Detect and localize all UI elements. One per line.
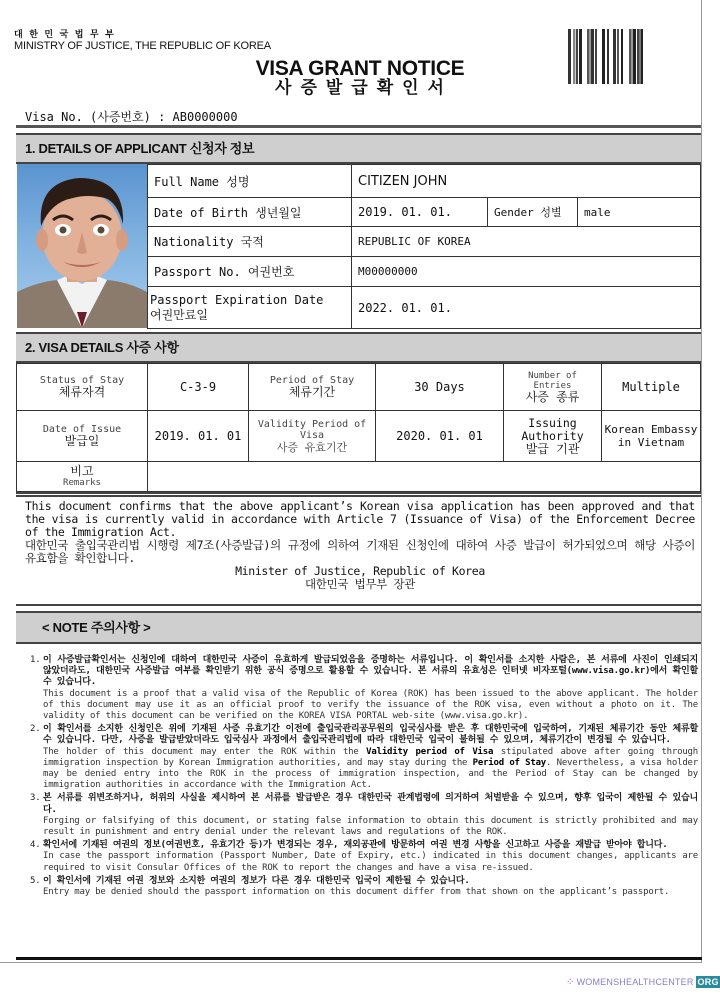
ministry-name-ko: 대 한 민 국 법 무 부 xyxy=(14,29,116,39)
gender-label: Gender 성별 xyxy=(488,198,578,227)
status-of-stay-value: C-3-9 xyxy=(148,364,249,411)
period-of-stay-label-ko: 체류기간 xyxy=(288,384,336,399)
visa-number xyxy=(25,108,238,125)
date-of-issue-value: 2019. 01. 01 xyxy=(148,411,249,462)
visa-details-table xyxy=(16,363,701,492)
title-ko: 사증발급확인서 xyxy=(275,78,453,97)
dots-icon: ⁘ xyxy=(566,976,575,988)
ministry-name-en: MINISTRY OF JUSTICE, THE REPUBLIC OF KOREA xyxy=(14,40,271,52)
note-text-en-part: The holder of this document may enter the ROK within the xyxy=(43,746,367,757)
signer-ko: 대한민국 법무부 장관 xyxy=(305,577,415,591)
nationality-label: Nationality 국적 xyxy=(148,227,352,257)
divider xyxy=(16,492,701,497)
note-text-en: In case the passport information (Passport Number, Date of Expiry, etc.) indicated in this document changes, applicants are required to visit Consular Offices of the ROK to report the changes and have a visa re-issued. xyxy=(43,851,698,873)
note-text-ko: 이 확인서에 기재된 여권 정보와 소지한 여권의 정보가 다른 경우 대한민국 입국이 제한될 수 있습니다. xyxy=(43,875,470,886)
note-number: 4. xyxy=(30,840,41,851)
number-of-entries-label-ko: 사증 종류 xyxy=(525,389,580,404)
number-of-entries-label-en: Number of Entries xyxy=(528,370,577,391)
remarks-label-ko: 비고 xyxy=(70,464,94,478)
dob-label: Date of Birth 생년월일 xyxy=(148,198,352,227)
table-row xyxy=(17,411,701,462)
note-text-ko: 이 사증발급확인서는 신청인에 대하여 대한민국 사증이 유효하게 발급되었음을 증명하는 서류입니다. 이 확인서를 소지한 사람은, 본 서류에 사진이 인쇄되지 않았더라도, 대한민국 사증발급 여부를 확인받기 위한 공식 증명으로 활용할 수 있습니다. 본 서류의 유효성은 인터넷 비자포털(www.visa.go.kr)에서 확인할 수 있습니다. xyxy=(43,655,698,688)
remarks-label-en: Remarks xyxy=(63,478,101,488)
divider xyxy=(16,125,701,128)
visa-number-label: Visa No. (사증번호) : xyxy=(25,110,166,124)
note-item-4 xyxy=(30,840,698,874)
divider xyxy=(16,604,701,606)
issuing-authority-label-ko: 발급 기관 xyxy=(525,441,580,456)
passport-expiration-label xyxy=(148,287,352,329)
full-name-value: CITIZEN JOHN xyxy=(352,165,701,198)
watermark-text: WOMENSHEALTHCENTER xyxy=(576,977,694,987)
validity-period-label xyxy=(249,411,376,462)
period-of-stay-label xyxy=(249,364,376,411)
watermark-logo xyxy=(566,976,720,988)
note-text-en: Forging or falsifying of this document, or stating false information to obtain this document is strictly prohibited and may result in punishment and entry denial under the relevant laws and regulations of the ROK. xyxy=(43,815,698,838)
confirmation-en: This document confirms that the above applicant’s Korean visa application has been approved and that the visa is currently valid in accordance with Article 7 (Issuance of Visa) of the Enforcement Decree of the Immigration Act. xyxy=(25,499,695,539)
note-text-en xyxy=(43,747,698,792)
confirmation-ko: 대한민국 출입국관리법 시행령 제7조(사증발급)의 규정에 의하여 기재된 신청인에 대하여 사증 발급이 허가되었으며 해당 사증이 유효함을 확인합니다. xyxy=(25,538,695,565)
validity-period-value: 2020. 01. 01 xyxy=(376,411,504,462)
applicant-photo xyxy=(17,164,147,328)
note-item-1 xyxy=(30,655,698,722)
table-row xyxy=(148,257,701,287)
validity-period-label-en: Validity Period of Visa xyxy=(257,418,367,441)
issuing-authority-label-en: Issuing Authority xyxy=(521,415,584,443)
note-text-ko: 이 확인서를 소지한 신청인은 위에 기재된 사증 유효기간 이전에 출입국관리공무원의 입국심사를 받은 후 대한민국에 입국하여, 기재된 체류기간 동안 체류할 수 있습니다. 다만, 사증을 발급받았더라도 입국심사 과정에서 출입국관리법에 따라 대한민국 입국이 불허될 수 있으며, 체류기간이 변경될 수 있습니다. xyxy=(43,724,698,746)
note-text-en: Entry may be denied should the passport information on this document differ from that shown on the applicant’s passport. xyxy=(43,887,670,898)
table-row xyxy=(148,287,701,329)
confirmation-statement xyxy=(25,500,695,591)
passport-no-value: M00000000 xyxy=(352,257,701,287)
passport-expiration-value: 2022. 01. 01. xyxy=(352,287,701,329)
number-of-entries-label xyxy=(504,364,602,411)
date-of-issue-label-ko: 발급일 xyxy=(64,433,100,448)
table-row xyxy=(17,364,701,411)
note-text-en-part: . Nevertheless, a visa holder may be denied entry into the ROK in the process of immigration inspection, and the Period of Stay can be changed by immigration authorities in accordance with the Immigration Act. xyxy=(43,757,698,791)
notes-list xyxy=(30,655,698,900)
status-of-stay-label-en: Status of Stay xyxy=(39,374,125,386)
ministry-header xyxy=(14,28,271,52)
passport-expiration-label-en: Passport Expiration Date xyxy=(150,292,324,307)
note-text-en: This document is a proof that a valid visa of the Republic of Korea (ROK) has been issued to the above applicant. The holder of this document may use it as an official proof to verify the issuance of the ROK visa, even without a photo on it. The validity of this document can be verified on the KOREA VISA PORTAL web-site (www.visa.go.kr). xyxy=(43,688,698,722)
section-applicant-header: 1. DETAILS OF APPLICANT 신청자 정보 xyxy=(16,133,701,164)
issuing-authority-value-line2: in Vietnam xyxy=(617,436,685,449)
divider xyxy=(16,957,702,960)
date-of-issue-label xyxy=(17,411,148,462)
section-visa-header: 2. VISA DETAILS 사증 사항 xyxy=(16,332,701,363)
applicant-details-table xyxy=(147,164,701,329)
note-number: 2. xyxy=(30,724,41,735)
watermark-badge: ORG xyxy=(697,977,719,987)
status-of-stay-label xyxy=(17,364,148,411)
note-text-ko: 본 서류를 위변조하거나, 허위의 사실을 제시하여 본 서류를 발급받은 경우 대한민국 관계법령에 의거하여 처벌받을 수 있으며, 향후 입국이 제한될 수 있습니다. xyxy=(43,793,698,815)
note-item-2 xyxy=(30,724,698,791)
passport-expiration-label-ko: 여권만료일 xyxy=(150,307,208,322)
note-number: 5. xyxy=(30,875,41,886)
title-en: VISA GRANT NOTICE xyxy=(255,57,465,80)
table-row xyxy=(148,227,701,257)
nationality-value: REPUBLIC OF KOREA xyxy=(352,227,701,257)
document-title xyxy=(0,58,720,97)
status-of-stay-label-ko: 체류자격 xyxy=(58,384,106,399)
issuing-authority-value-line1: Korean Embassy xyxy=(604,423,698,436)
note-item-3 xyxy=(30,793,698,838)
validity-period-emphasis: Validity period of Visa xyxy=(366,746,494,757)
table-row xyxy=(17,462,701,492)
period-of-stay-value: 30 Days xyxy=(376,364,504,411)
note-number: 1. xyxy=(30,655,41,665)
section-notes-header: < NOTE 주의사항 > xyxy=(16,611,701,644)
issuing-authority-value xyxy=(602,411,701,462)
full-name-label: Full Name 성명 xyxy=(148,165,352,198)
passport-no-label: Passport No. 여권번호 xyxy=(148,257,352,287)
note-number: 3. xyxy=(30,793,41,804)
date-of-issue-label-en: Date of Issue xyxy=(42,423,122,435)
dob-value: 2019. 01. 01. xyxy=(352,198,488,227)
issuing-authority-label xyxy=(504,411,602,462)
period-of-stay-label-en: Period of Stay xyxy=(269,374,355,386)
period-of-stay-emphasis: Period of Stay xyxy=(472,757,547,768)
note-text-ko: 확인서에 기재된 여권의 정보(여권번호, 유효기간 등)가 변경되는 경우, 재외공관에 방문하여 여권 변경 사항을 신고하고 사증을 재발급 받아야 합니다. xyxy=(43,840,668,851)
table-row xyxy=(148,165,701,198)
remarks-label xyxy=(17,462,148,492)
signer-en: Minister of Justice, Republic of Korea xyxy=(235,564,485,578)
remarks-value xyxy=(148,462,701,492)
table-row xyxy=(148,198,701,227)
note-text-en-part: stipulated above after going through immigration inspection by Korean Immigration authorities, and may stay during the xyxy=(43,746,698,768)
gender-value: male xyxy=(578,198,701,227)
note-item-5 xyxy=(30,876,698,898)
number-of-entries-value: Multiple xyxy=(602,364,701,411)
validity-period-label-ko: 사증 유효기간 xyxy=(276,440,348,454)
visa-number-value: AB0000000 xyxy=(172,110,238,124)
